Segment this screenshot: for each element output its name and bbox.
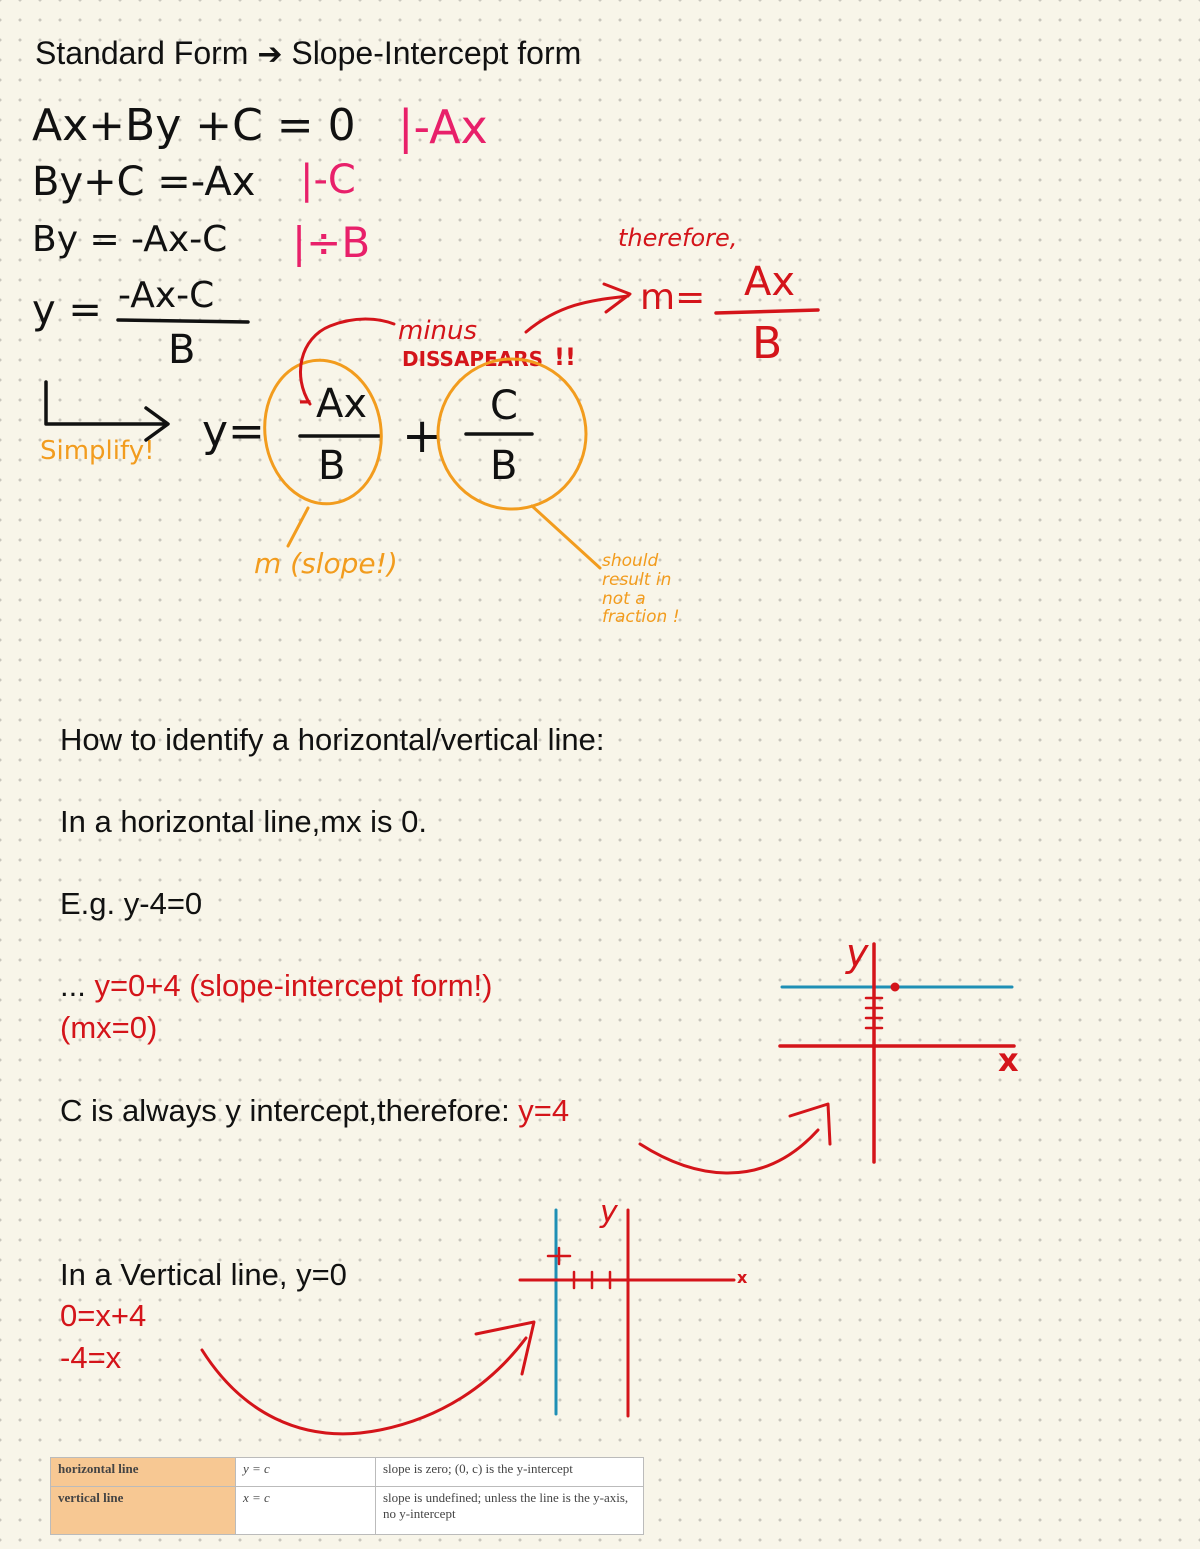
horizontal-title: How to identify a horizontal/vertical line: bbox=[60, 722, 605, 757]
derivation-line-4-lhs: y = bbox=[32, 287, 102, 333]
table-cell-description: slope is zero; (0, c) is the y-intercept bbox=[376, 1458, 644, 1487]
simplify-term2-num: C bbox=[490, 383, 518, 429]
heading bbox=[35, 37, 581, 70]
derivation-op-1: |-Ax bbox=[398, 100, 488, 154]
derivation-line-4-den: B bbox=[168, 327, 196, 373]
derivation-fraction-bar bbox=[118, 320, 248, 322]
therefore-arrow bbox=[526, 284, 630, 332]
heading-arrow: ➔ bbox=[257, 37, 283, 72]
horizontal-step-prefix: ... bbox=[60, 968, 95, 1003]
derivation-line-3: By = -Ax-C bbox=[32, 219, 228, 260]
vertical-step-2: -4=x bbox=[60, 1340, 122, 1375]
table-cell-kind: vertical line bbox=[51, 1486, 236, 1534]
derivation-line-4-num: -Ax-C bbox=[118, 275, 215, 316]
simplify-term1-sign: - bbox=[298, 377, 313, 423]
horizontal-example: E.g. y-4=0 bbox=[60, 886, 203, 921]
vertical-step-1: 0=x+4 bbox=[60, 1298, 147, 1333]
fraction-note-3: not a bbox=[602, 589, 646, 609]
table-cell-equation: y = c bbox=[236, 1458, 376, 1487]
therefore-m: m= bbox=[640, 277, 706, 318]
horizontal-conclusion-text: C is always y intercept,therefore: bbox=[60, 1093, 519, 1128]
horizontal-step bbox=[60, 970, 492, 1001]
vertical-rule: In a Vertical line, y=0 bbox=[60, 1257, 347, 1292]
therefore-num: Ax bbox=[744, 259, 796, 305]
therefore-fraction-bar bbox=[716, 310, 818, 313]
simplify-label: Simplify! bbox=[40, 436, 155, 466]
simplify-term2-den: B bbox=[490, 443, 518, 489]
simplify-term1-den: B bbox=[318, 443, 346, 489]
simplify-term1-num: Ax bbox=[316, 381, 368, 427]
horizontal-conclusion bbox=[60, 1095, 569, 1126]
heading-to: Slope-Intercept form bbox=[291, 35, 582, 71]
horizontal-rule: In a horizontal line,mx is 0. bbox=[60, 804, 428, 839]
slope-note: m (slope!) bbox=[254, 547, 398, 580]
therefore-den: B bbox=[752, 318, 783, 369]
vertical-graph-x-label: x bbox=[737, 1268, 748, 1287]
table-cell-equation: x = c bbox=[236, 1486, 376, 1534]
derivation-line-1: Ax+By +C = 0 bbox=[32, 100, 356, 151]
heading-from: Standard Form bbox=[35, 35, 249, 71]
minus-note-2: DISSAPEARS bbox=[402, 347, 544, 371]
table-row bbox=[51, 1486, 644, 1534]
horizontal-result: y=4 bbox=[518, 1093, 570, 1128]
table-cell-description: slope is undefined; unless the line is the y-axis, no y-intercept bbox=[376, 1486, 644, 1534]
horizontal-mx: (mx=0) bbox=[60, 1010, 158, 1045]
table-row bbox=[51, 1458, 644, 1487]
slope-note-connector bbox=[288, 508, 308, 546]
horizontal-step-text: y=0+4 (slope-intercept form!) bbox=[94, 968, 493, 1003]
vertical-graph-y-label: y bbox=[600, 1195, 618, 1230]
minus-note-mark: !! bbox=[554, 343, 576, 371]
fraction-note-4: fraction ! bbox=[602, 607, 680, 627]
fraction-note-connector bbox=[532, 506, 600, 568]
vertical-graph-ticks bbox=[548, 1248, 610, 1288]
simplify-arrow bbox=[46, 382, 168, 440]
fraction-note-2: result in bbox=[602, 570, 672, 590]
horizontal-graph-arrow bbox=[640, 1104, 830, 1173]
simplify-plus: + bbox=[402, 408, 443, 464]
horizontal-graph-ticks bbox=[866, 998, 882, 1028]
simplify-lhs: y= bbox=[202, 406, 265, 457]
fraction-note-1: should bbox=[602, 551, 659, 571]
minus-note-1: minus bbox=[398, 316, 478, 346]
horizontal-graph-point bbox=[891, 983, 899, 991]
horizontal-graph-x-label: x bbox=[998, 1041, 1019, 1079]
therefore-label: therefore, bbox=[618, 224, 738, 252]
derivation-op-3: |÷B bbox=[292, 218, 371, 267]
table-cell-kind: horizontal line bbox=[51, 1458, 236, 1487]
derivation-op-2: |-C bbox=[300, 157, 356, 203]
derivation-line-2: By+C =-Ax bbox=[32, 159, 256, 205]
horizontal-graph-y-label: y bbox=[846, 931, 869, 975]
reference-table bbox=[50, 1457, 644, 1535]
vertical-graph-arrow bbox=[202, 1322, 534, 1434]
